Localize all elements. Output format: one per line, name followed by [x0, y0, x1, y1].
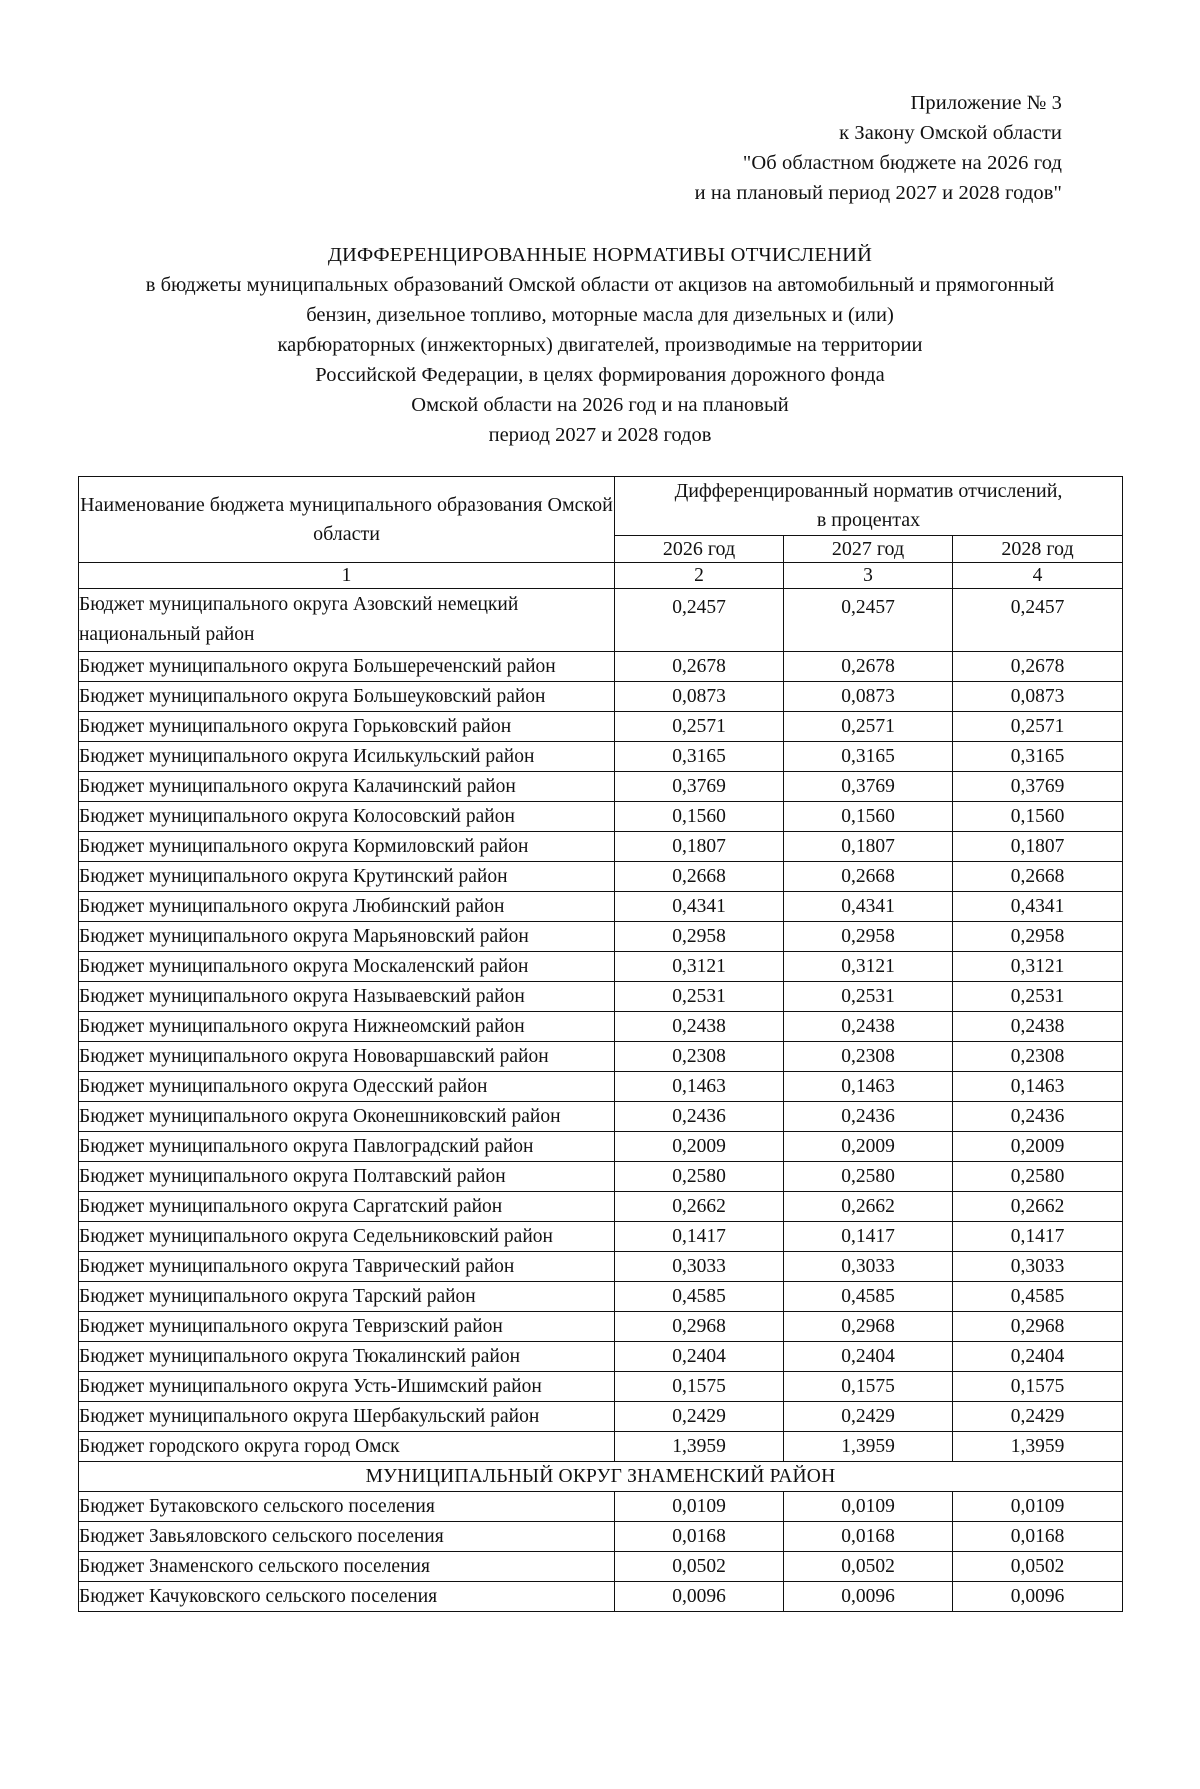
- table-cell-budget-name: Бюджет муниципального округа Колосовский район: [79, 802, 615, 832]
- table-row: [79, 1402, 1123, 1432]
- table-cell-rate-2026-год: 0,2958: [615, 922, 784, 952]
- table-cell-rate-2028-год: 0,3033: [953, 1252, 1123, 1282]
- table-cell-budget-name: Бюджет Качуковского сельского поселения: [79, 1582, 615, 1612]
- table-cell-rate-2027-год: 0,2429: [784, 1402, 953, 1432]
- table-cell-budget-name: Бюджет муниципального округа Седельниковский район: [79, 1222, 615, 1252]
- table-row: [79, 1222, 1123, 1252]
- table-cell-rate-2026-год: 0,2662: [615, 1192, 784, 1222]
- table-cell-budget-name: Бюджет муниципального округа Тевризский район: [79, 1312, 615, 1342]
- table-row: [79, 712, 1123, 742]
- table-cell-rate-2027-год: 0,1807: [784, 832, 953, 862]
- table-cell-rate-2027-год: 0,2571: [784, 712, 953, 742]
- table-cell-rate-2028-год: 0,2580: [953, 1162, 1123, 1192]
- table-cell-budget-name: Бюджет городского округа город Омск: [79, 1432, 615, 1462]
- table-row: [79, 589, 1123, 652]
- table-cell-budget-name: Бюджет Завьяловского сельского поселения: [79, 1522, 615, 1552]
- title-subline-5: Омской области на 2026 год и на плановый: [411, 394, 789, 416]
- norms-table-body: [79, 589, 1123, 1612]
- table-cell-rate-2026-год: 0,0109: [615, 1492, 784, 1522]
- appendix-reference-line-2: к Закону Омской области: [839, 122, 1062, 144]
- table-cell-rate-2027-год: 0,2531: [784, 982, 953, 1012]
- table-cell-rate-2028-год: 0,1575: [953, 1372, 1123, 1402]
- table-cell-budget-name: Бюджет муниципального округа Тюкалинский район: [79, 1342, 615, 1372]
- appendix-reference-line-4: и на плановый период 2027 и 2028 годов": [694, 182, 1062, 204]
- table-cell-budget-name: Бюджет муниципального округа Оконешниковский район: [79, 1102, 615, 1132]
- table-cell-rate-2026-год: 0,3769: [615, 772, 784, 802]
- table-cell-rate-2028-год: 0,1807: [953, 832, 1123, 862]
- table-cell-rate-2026-год: 0,2668: [615, 862, 784, 892]
- column-number-1: 1: [79, 563, 615, 589]
- table-cell-rate-2028-год: 0,4585: [953, 1282, 1123, 1312]
- table-cell-rate-2027-год: 0,2404: [784, 1342, 953, 1372]
- table-cell-rate-2027-год: 0,0168: [784, 1522, 953, 1552]
- table-cell-rate-2027-год: 0,2678: [784, 652, 953, 682]
- appendix-reference-block: [0, 88, 1200, 208]
- table-row: [79, 1312, 1123, 1342]
- table-cell-rate-2026-год: 0,1575: [615, 1372, 784, 1402]
- table-cell-rate-2028-год: 0,0096: [953, 1582, 1123, 1612]
- table-row: [79, 1342, 1123, 1372]
- table-row: [79, 1282, 1123, 1312]
- table-cell-rate-2026-год: 0,2571: [615, 712, 784, 742]
- table-cell-rate-2026-год: 0,2457: [615, 589, 784, 652]
- table-cell-rate-2027-год: 1,3959: [784, 1432, 953, 1462]
- table-cell-rate-2028-год: 0,3769: [953, 772, 1123, 802]
- document-page: [0, 88, 1200, 1789]
- table-header-row-main: [79, 477, 1123, 536]
- table-cell-rate-2027-год: 0,3769: [784, 772, 953, 802]
- table-row: [79, 1372, 1123, 1402]
- column-header-group: [615, 477, 1123, 536]
- table-cell-rate-2026-год: 0,2436: [615, 1102, 784, 1132]
- table-cell-rate-2026-год: 0,2429: [615, 1402, 784, 1432]
- document-title-block: [0, 240, 1200, 450]
- title-subline-3: карбюраторных (инжекторных) двигателей, производимые на территории: [277, 334, 923, 356]
- table-cell-rate-2027-год: 0,3165: [784, 742, 953, 772]
- column-header-group-line2: в процентах: [816, 509, 921, 531]
- table-cell-rate-2028-год: 0,0109: [953, 1492, 1123, 1522]
- table-cell-rate-2026-год: 0,1807: [615, 832, 784, 862]
- table-cell-rate-2028-год: 0,2009: [953, 1132, 1123, 1162]
- table-cell-rate-2028-год: 0,3121: [953, 952, 1123, 982]
- table-cell-budget-name: Бюджет муниципального округа Любинский район: [79, 892, 615, 922]
- table-cell-rate-2027-год: 0,0502: [784, 1552, 953, 1582]
- table-cell-budget-name: Бюджет муниципального округа Нижнеомский район: [79, 1012, 615, 1042]
- norms-table-head: [79, 477, 1123, 589]
- table-cell-rate-2026-год: 0,2438: [615, 1012, 784, 1042]
- column-number-2: 2: [615, 563, 784, 589]
- table-row: [79, 1252, 1123, 1282]
- table-cell-rate-2028-год: 0,1417: [953, 1222, 1123, 1252]
- table-row: [79, 1102, 1123, 1132]
- table-cell-rate-2027-год: 0,2662: [784, 1192, 953, 1222]
- table-cell-rate-2027-год: 0,2668: [784, 862, 953, 892]
- table-cell-rate-2028-год: 0,2968: [953, 1312, 1123, 1342]
- table-cell-rate-2028-год: 0,2429: [953, 1402, 1123, 1432]
- table-cell-budget-name: Бюджет муниципального округа Одесский район: [79, 1072, 615, 1102]
- table-cell-rate-2026-год: 0,1560: [615, 802, 784, 832]
- table-cell-rate-2027-год: 0,1463: [784, 1072, 953, 1102]
- table-cell-budget-name: Бюджет муниципального округа Таврический район: [79, 1252, 615, 1282]
- table-cell-rate-2027-год: 0,0096: [784, 1582, 953, 1612]
- table-cell-rate-2026-год: 0,4341: [615, 892, 784, 922]
- table-cell-rate-2026-год: 0,0168: [615, 1522, 784, 1552]
- table-cell-budget-name: Бюджет муниципального округа Марьяновский район: [79, 922, 615, 952]
- column-header-name: Наименование бюджета муниципального образования Омской области: [79, 477, 615, 563]
- table-header-row-numbering: [79, 563, 1123, 589]
- table-cell-rate-2027-год: 0,4341: [784, 892, 953, 922]
- table-row: [79, 1162, 1123, 1192]
- table-cell-budget-name: Бюджет муниципального округа Полтавский район: [79, 1162, 615, 1192]
- norms-table: [78, 476, 1123, 1612]
- table-cell-rate-2028-год: 1,3959: [953, 1432, 1123, 1462]
- norms-table-wrapper: [0, 476, 1200, 1612]
- table-cell-rate-2027-год: 0,2457: [784, 589, 953, 652]
- table-row: [79, 1552, 1123, 1582]
- page-title: ДИФФЕРЕНЦИРОВАННЫЕ НОРМАТИВЫ ОТЧИСЛЕНИЙ: [327, 244, 873, 266]
- table-row: [79, 1042, 1123, 1072]
- table-cell-rate-2028-год: 0,2668: [953, 862, 1123, 892]
- table-cell-rate-2027-год: 0,0109: [784, 1492, 953, 1522]
- table-cell-rate-2028-год: 0,0168: [953, 1522, 1123, 1552]
- table-cell-rate-2028-год: 0,3165: [953, 742, 1123, 772]
- table-cell-rate-2026-год: 0,1417: [615, 1222, 784, 1252]
- table-cell-budget-name: Бюджет муниципального округа Москаленский район: [79, 952, 615, 982]
- table-cell-rate-2028-год: 0,2958: [953, 922, 1123, 952]
- table-row: [79, 802, 1123, 832]
- table-cell-budget-name: Бюджет Бутаковского сельского поселения: [79, 1492, 615, 1522]
- table-cell-rate-2027-год: 0,4585: [784, 1282, 953, 1312]
- table-cell-budget-name: Бюджет муниципального округа Называевский район: [79, 982, 615, 1012]
- table-cell-rate-2026-год: 0,1463: [615, 1072, 784, 1102]
- table-row: [79, 1492, 1123, 1522]
- table-row: [79, 862, 1123, 892]
- table-cell-rate-2027-год: 0,1417: [784, 1222, 953, 1252]
- table-row: [79, 1132, 1123, 1162]
- appendix-reference-line-3: "Об областном бюджете на 2026 год: [742, 152, 1062, 174]
- table-section-row: [79, 1462, 1123, 1492]
- table-row: [79, 1582, 1123, 1612]
- table-cell-budget-name: Бюджет муниципального округа Исилькульский район: [79, 742, 615, 772]
- table-cell-rate-2026-год: 0,3121: [615, 952, 784, 982]
- table-row: [79, 1522, 1123, 1552]
- table-row: [79, 1432, 1123, 1462]
- column-header-group-line1: Дифференцированный норматив отчислений,: [674, 480, 1063, 502]
- table-cell-rate-2028-год: 0,2308: [953, 1042, 1123, 1072]
- table-row: [79, 772, 1123, 802]
- column-header-year-2026: 2026 год: [615, 536, 784, 563]
- appendix-reference-line-1: Приложение № 3: [910, 92, 1062, 114]
- title-subline-1: в бюджеты муниципальных образований Омской области от акцизов на автомобильный и прямогонный: [145, 274, 1055, 296]
- table-cell-rate-2028-год: 0,0873: [953, 682, 1123, 712]
- table-cell-budget-name: Бюджет муниципального округа Горьковский район: [79, 712, 615, 742]
- table-row: [79, 652, 1123, 682]
- table-cell-budget-name: Бюджет муниципального округа Кормиловский район: [79, 832, 615, 862]
- table-cell-rate-2026-год: 0,0873: [615, 682, 784, 712]
- table-cell-rate-2028-год: 0,2438: [953, 1012, 1123, 1042]
- table-cell-rate-2028-год: 0,2678: [953, 652, 1123, 682]
- table-cell-rate-2027-год: 0,3033: [784, 1252, 953, 1282]
- table-cell-rate-2028-год: 0,0502: [953, 1552, 1123, 1582]
- table-cell-rate-2026-год: 0,2404: [615, 1342, 784, 1372]
- table-cell-rate-2026-год: 1,3959: [615, 1432, 784, 1462]
- table-cell-rate-2028-год: 0,2571: [953, 712, 1123, 742]
- table-cell-rate-2027-год: 0,2438: [784, 1012, 953, 1042]
- table-cell-rate-2026-год: 0,3165: [615, 742, 784, 772]
- table-cell-rate-2026-год: 0,2678: [615, 652, 784, 682]
- table-cell-rate-2027-год: 0,2308: [784, 1042, 953, 1072]
- column-number-3: 3: [784, 563, 953, 589]
- table-cell-budget-name: Бюджет муниципального округа Крутинский район: [79, 862, 615, 892]
- table-cell-rate-2028-год: 0,2662: [953, 1192, 1123, 1222]
- title-subline-4: Российской Федерации, в целях формирования дорожного фонда: [315, 364, 885, 386]
- table-cell-rate-2026-год: 0,2531: [615, 982, 784, 1012]
- table-cell-budget-name: Бюджет муниципального округа Павлоградский район: [79, 1132, 615, 1162]
- table-section-title: МУНИЦИПАЛЬНЫЙ ОКРУГ ЗНАМЕНСКИЙ РАЙОН: [79, 1462, 1123, 1492]
- table-cell-rate-2028-год: 0,1463: [953, 1072, 1123, 1102]
- table-cell-rate-2026-год: 0,2009: [615, 1132, 784, 1162]
- table-cell-rate-2028-год: 0,2436: [953, 1102, 1123, 1132]
- table-cell-rate-2027-год: 0,0873: [784, 682, 953, 712]
- table-row: [79, 832, 1123, 862]
- table-row: [79, 1192, 1123, 1222]
- title-subline-2: бензин, дизельное топливо, моторные масла для дизельных и (или): [306, 304, 894, 326]
- table-cell-budget-name: Бюджет муниципального округа Шербакульский район: [79, 1402, 615, 1432]
- table-cell-rate-2027-год: 0,2009: [784, 1132, 953, 1162]
- table-cell-budget-name: Бюджет муниципального округа Нововаршавский район: [79, 1042, 615, 1072]
- table-cell-rate-2027-год: 0,2580: [784, 1162, 953, 1192]
- table-cell-budget-name: Бюджет муниципального округа Большереченский район: [79, 652, 615, 682]
- table-cell-rate-2026-год: 0,3033: [615, 1252, 784, 1282]
- table-cell-budget-name: Бюджет муниципального округа Саргатский район: [79, 1192, 615, 1222]
- table-row: [79, 982, 1123, 1012]
- table-cell-rate-2027-год: 0,1560: [784, 802, 953, 832]
- column-header-year-2027: 2027 год: [784, 536, 953, 563]
- title-subline-6: период 2027 и 2028 годов: [488, 424, 712, 446]
- table-cell-budget-name: Бюджет муниципального округа Калачинский район: [79, 772, 615, 802]
- column-header-year-2028: 2028 год: [953, 536, 1123, 563]
- table-cell-rate-2027-год: 0,2436: [784, 1102, 953, 1132]
- table-cell-budget-name: Бюджет муниципального округа Тарский район: [79, 1282, 615, 1312]
- table-cell-rate-2026-год: 0,2308: [615, 1042, 784, 1072]
- table-cell-rate-2028-год: 0,2404: [953, 1342, 1123, 1372]
- table-cell-budget-name: Бюджет муниципального округа Азовский немецкий национальный район: [79, 589, 615, 652]
- table-row: [79, 952, 1123, 982]
- table-cell-rate-2026-год: 0,0096: [615, 1582, 784, 1612]
- table-cell-rate-2028-год: 0,2531: [953, 982, 1123, 1012]
- table-cell-rate-2026-год: 0,4585: [615, 1282, 784, 1312]
- table-cell-rate-2026-год: 0,2580: [615, 1162, 784, 1192]
- table-cell-rate-2027-год: 0,3121: [784, 952, 953, 982]
- table-cell-rate-2027-год: 0,2968: [784, 1312, 953, 1342]
- table-cell-rate-2028-год: 0,2457: [953, 589, 1123, 652]
- table-row: [79, 922, 1123, 952]
- table-cell-rate-2026-год: 0,2968: [615, 1312, 784, 1342]
- table-cell-rate-2026-год: 0,0502: [615, 1552, 784, 1582]
- table-row: [79, 742, 1123, 772]
- column-number-4: 4: [953, 563, 1123, 589]
- table-cell-budget-name: Бюджет муниципального округа Усть-Ишимский район: [79, 1372, 615, 1402]
- table-row: [79, 892, 1123, 922]
- table-cell-budget-name: Бюджет муниципального округа Большеуковский район: [79, 682, 615, 712]
- table-row: [79, 1012, 1123, 1042]
- table-row: [79, 682, 1123, 712]
- table-cell-rate-2028-год: 0,4341: [953, 892, 1123, 922]
- table-cell-budget-name: Бюджет Знаменского сельского поселения: [79, 1552, 615, 1582]
- table-row: [79, 1072, 1123, 1102]
- table-cell-rate-2027-год: 0,1575: [784, 1372, 953, 1402]
- table-cell-rate-2028-год: 0,1560: [953, 802, 1123, 832]
- table-cell-rate-2027-год: 0,2958: [784, 922, 953, 952]
